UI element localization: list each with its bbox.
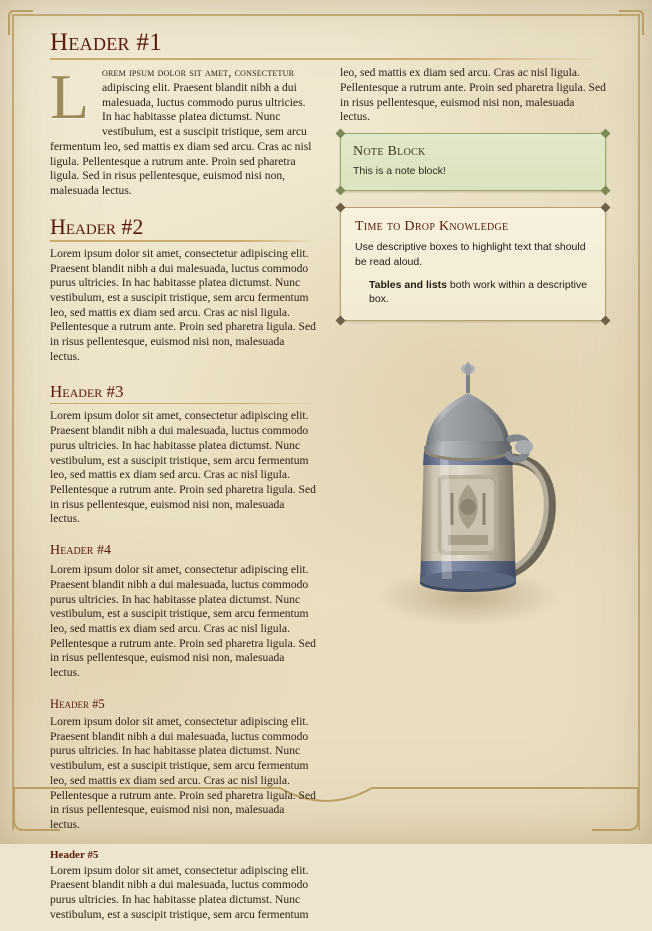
heading-3: Header #3 (50, 383, 316, 405)
page-border-top (12, 14, 640, 16)
two-column-layout (50, 61, 606, 930)
descriptive-bold-lead: Tables and lists (369, 278, 447, 291)
column-continuation-text: leo, sed mattis ex diam sed arcu. Cras ac nisl ligula. Pellentesque a rutrum ante. Proin sed pharetra ligula. Sed in risus pellentesque, euismod nisi non, malesuada lectus. (340, 66, 606, 124)
note-corner-icon (601, 186, 611, 196)
descriptive-corner-icon (601, 316, 611, 326)
descriptive-block-title: Time to Drop Knowledge (355, 219, 509, 235)
heading-5: Header #5 (50, 696, 105, 711)
right-column (340, 66, 606, 930)
heading-6: Header #5 (50, 848, 99, 861)
page-content (50, 29, 606, 921)
note-block (340, 133, 606, 191)
descriptive-block (340, 207, 606, 321)
heading-4: Header #4 (50, 543, 111, 559)
left-column (50, 61, 316, 930)
descriptive-corner-icon (336, 316, 346, 326)
page-border-left (12, 14, 14, 830)
page-border-right (638, 14, 640, 830)
beer-stein-illustration (368, 347, 578, 637)
paragraph-h3: Lorem ipsum dolor sit amet, consectetur adipiscing elit. Praesent blandit nibh a dui malesuada, luctus commodo purus ultricies. In hac habitasse platea dictumst. Nunc vestibulum, est a suscipit tristique, sem arcu fermentum leo, sed mattis ex diam sed arcu. Cras ac nisl ligula. Pellentesque a rutrum ante. Proin sed pharetra ligula. Sed in risus pellentesque, euismod nisi non, malesuada lectus. (50, 409, 316, 526)
descriptive-indent-rest: both work within a descriptive box. (369, 278, 588, 306)
paragraph-h5: Lorem ipsum dolor sit amet, consectetur adipiscing elit. Praesent blandit nibh a dui malesuada, luctus commodo purus ultricies. In hac habitasse platea dictumst. Nunc vestibulum, est a suscipit tristique, sem arcu fermentum leo, sed mattis ex diam sed arcu. Cras ac nisl ligula. Pellentesque a rutrum ante. Proin sed pharetra ligula. Sed in risus pellentesque, euismod nisi non, malesuada lectus. (50, 714, 316, 831)
note-corner-icon (601, 129, 611, 139)
note-corner-icon (336, 129, 346, 139)
note-corner-icon (336, 186, 346, 196)
note-block-title: Note Block (353, 144, 426, 160)
paragraph-h2: Lorem ipsum dolor sit amet, consectetur adipiscing elit. Praesent blandit nibh a dui malesuada, luctus commodo purus ultricies. In hac habitasse platea dictumst. Nunc vestibulum, est a suscipit tristique, sem arcu fermentum leo, sed mattis ex diam sed arcu. Cras ac nisl ligula. Pellentesque a rutrum ante. Proin sed pharetra ligula. Sed in risus pellentesque, euismod nisi non, malesuada lectus. (50, 246, 316, 363)
intro-rest: adipiscing elit. Praesent blandit nibh a dui malesuada, luctus commodo purus ultricies. In hac habitasse platea dictumst. Nunc vestibulum, est a suscipit tristique, sem arcu fermentum leo, sed mattis ex diam sed arcu. Cras ac nisl ligula. Pellentesque a rutrum ante. Proin sed pharetra ligula. Sed in risus pellentesque, euismod nisi non, malesuada lectus. (50, 80, 312, 197)
descriptive-corner-icon (601, 203, 611, 213)
drop-cap: L (50, 61, 90, 133)
paragraph-h4: Lorem ipsum dolor sit amet, consectetur adipiscing elit. Praesent blandit nibh a dui malesuada, luctus commodo purus ultricies. In hac habitasse platea dictumst. Nunc vestibulum, est a suscipit tristique, sem arcu fermentum leo, sed mattis ex diam sed arcu. Cras ac nisl ligula. Pellentesque a rutrum ante. Proin sed pharetra ligula. Sed in risus pellentesque, euismod nisi non, malesuada lectus. (50, 563, 316, 680)
intro-paragraph (50, 61, 316, 198)
note-block-text: This is a note block! (353, 165, 446, 178)
descriptive-corner-icon (336, 203, 346, 213)
illustration-container (340, 347, 606, 647)
descriptive-block-text: Use descriptive boxes to highlight text that should be read aloud. (355, 241, 586, 268)
paragraph-h6: Lorem ipsum dolor sit amet, consectetur adipiscing elit. Praesent blandit nibh a dui malesuada, luctus commodo purus ultricies. In hac habitasse platea dictumst. Nunc vestibulum, est a suscipit tristique, sem arcu fermentum (50, 863, 309, 921)
heading-2: Header #2 (50, 215, 316, 242)
corner-flourish-icon (8, 10, 34, 36)
descriptive-block-indented (369, 278, 591, 307)
corner-flourish-icon (618, 10, 644, 36)
page-title: Header #1 (50, 30, 606, 60)
intro-leadin: orem ipsum dolor sit amet, consectetur (102, 66, 295, 80)
